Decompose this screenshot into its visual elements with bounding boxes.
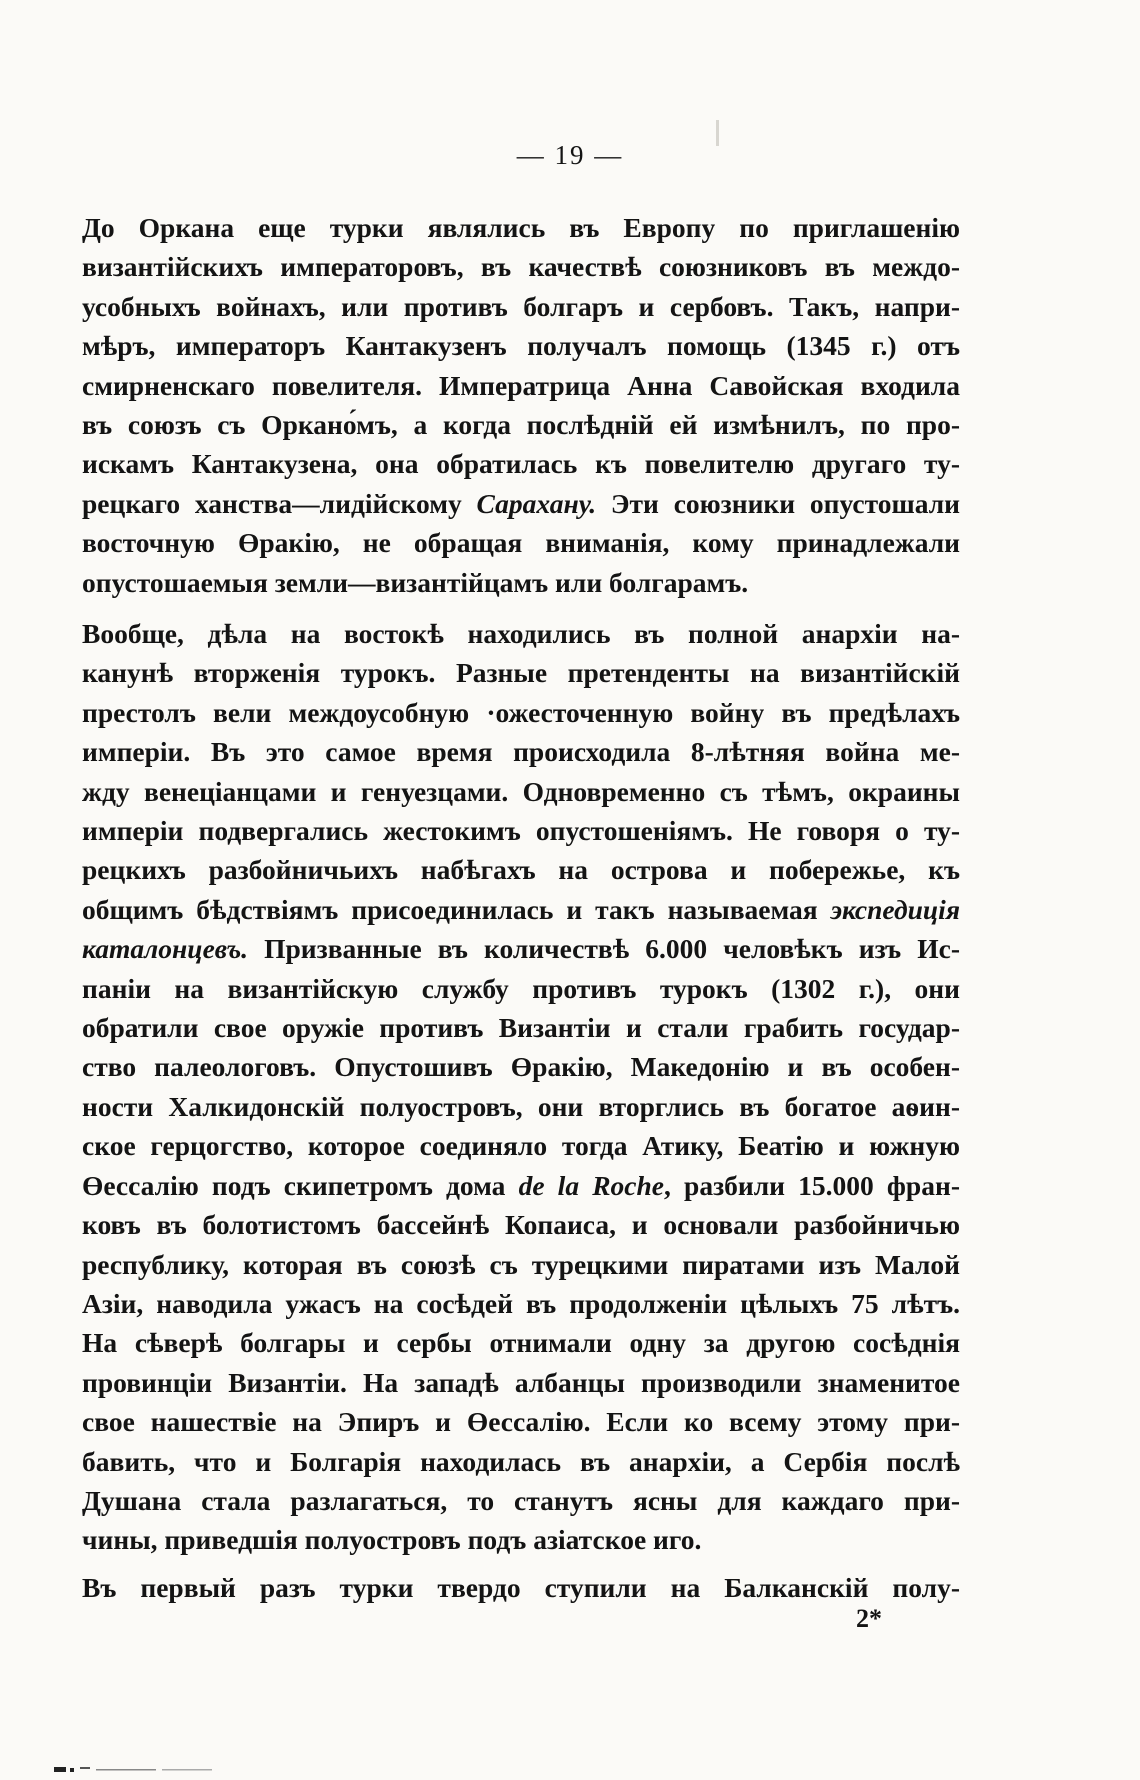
text-line: мѣръ, императоръ Кантакузенъ получалъ помощь (1345 г.) отъ — [82, 330, 960, 362]
text-line — [82, 484, 960, 523]
text-line: смирненскаго повелителя. Императрица Анна Савойская входила — [82, 369, 960, 401]
italic-term: каталонцевъ. — [82, 933, 249, 965]
text-line: канунѣ вторженія турокъ. Разные претенденты на византійскій — [82, 657, 960, 689]
text-fragment: , разбили 15.000 фран- — [664, 1169, 960, 1201]
printer-ornament-icon — [52, 1762, 232, 1774]
text-line: провинціи Византіи. На западѣ албанцы производили знаменитое — [82, 1366, 960, 1398]
text-line: Въ первый разъ турки твердо ступили на Балканскій полу- — [82, 1572, 960, 1603]
text-line: жду венеціанцами и генуезцами. Одновременно съ тѣмъ, окраины — [82, 775, 960, 807]
text-line: ковъ въ болотистомъ бассейнѣ Копаиса, и основали разбойничью — [82, 1209, 960, 1241]
text-line: На сѣверѣ болгары и сербы отнимали одну за другою сосѣднія — [82, 1327, 960, 1359]
text-line: имперіи. Въ это самое время происходила 8-лѣтняя война ме- — [82, 736, 960, 768]
text-line: республику, которая въ союзѣ съ турецкими пиратами изъ Малой — [82, 1248, 960, 1280]
text-line: имперіи подвергались жестокимъ опустошеніямъ. Не говоря о ту- — [82, 815, 960, 847]
paragraph-3 — [82, 1568, 960, 1607]
text-fragment: Призванные въ количествѣ 6.000 человѣкъ изъ Ис- — [248, 933, 960, 965]
italic-term: экспедиція — [830, 893, 960, 925]
text-line: бавить, что и Болгарія находилась въ анархіи, а Сербія послѣ — [82, 1445, 960, 1477]
text-line: Азіи, наводила ужасъ на сосѣдей въ продолженіи цѣлыхъ 75 лѣтъ. — [82, 1287, 960, 1319]
paragraph-1 — [82, 208, 960, 602]
text-line: До Оркана еще турки являлись въ Европу по приглашенію — [82, 212, 960, 243]
text-line — [82, 1166, 960, 1205]
signature-mark: 2* — [856, 1604, 882, 1633]
text-line: усобныхъ войнахъ, или противъ болгаръ и сербовъ. Такъ, напри- — [82, 290, 960, 322]
text-line: престолъ вели междоусобную ·ожесточенную войну въ предѣлахъ — [82, 696, 960, 728]
text-line: восточную Өракію, не обращая вниманія, кому принадлежали — [82, 527, 960, 559]
italic-name: Сарахану. — [476, 487, 597, 519]
text-line: Душана стала разлагаться, то станутъ ясны для каждаго при- — [82, 1484, 960, 1516]
text-line: ности Халкидонскій полуостровъ, они вторглись въ богатое аѳин- — [82, 1090, 960, 1122]
text-line: ское герцогство, которое соединяло тогда Атику, Беатію и южную — [82, 1130, 960, 1162]
text-line — [82, 890, 960, 929]
text-line: рецкихъ разбойничьихъ набѣгахъ на острова и побережье, къ — [82, 854, 960, 886]
text-line: искамъ Кантакузена, она обратилась къ повелителю другаго ту- — [82, 448, 960, 480]
text-fragment: Эти союзники опустошали — [596, 487, 960, 519]
text-line: византійскихъ императоровъ, въ качествѣ союзниковъ въ междо- — [82, 251, 960, 283]
page-number: — 19 — — [516, 140, 624, 170]
text-fragment: Өессалію подъ скипетромъ дома — [82, 1169, 519, 1201]
paragraph-2 — [82, 614, 960, 1560]
text-line: чины, приведшія полуостровъ подъ азіатское иго. — [82, 1524, 702, 1556]
text-fragment: рецкаго ханства—лидійскому — [82, 487, 477, 519]
text-line: ство палеологовъ. Опустошивъ Өракію, Македонію и въ особен- — [82, 1051, 960, 1083]
italic-name: de la Roche — [518, 1169, 665, 1201]
text-line: опустошаемыя земли—византійцамъ или болгарамъ. — [82, 566, 749, 598]
text-line — [82, 929, 960, 968]
text-line: паніи на византійскую службу противъ турокъ (1302 г.), они — [82, 972, 960, 1004]
text-line: въ союзъ съ Оркано́мъ, а когда послѣдній ей измѣнилъ, по про- — [82, 409, 960, 441]
text-line: свое нашествіе на Эпиръ и Өессалію. Если ко всему этому при- — [82, 1406, 960, 1438]
text-line: обратили свое оружіе противъ Византіи и стали грабить государ- — [82, 1012, 960, 1044]
text-line: Вообще, дѣла на востокѣ находились въ полной анархіи на- — [82, 618, 960, 649]
text-fragment: общимъ бѣдствіямъ присоединилась и такъ называемая — [82, 893, 831, 925]
